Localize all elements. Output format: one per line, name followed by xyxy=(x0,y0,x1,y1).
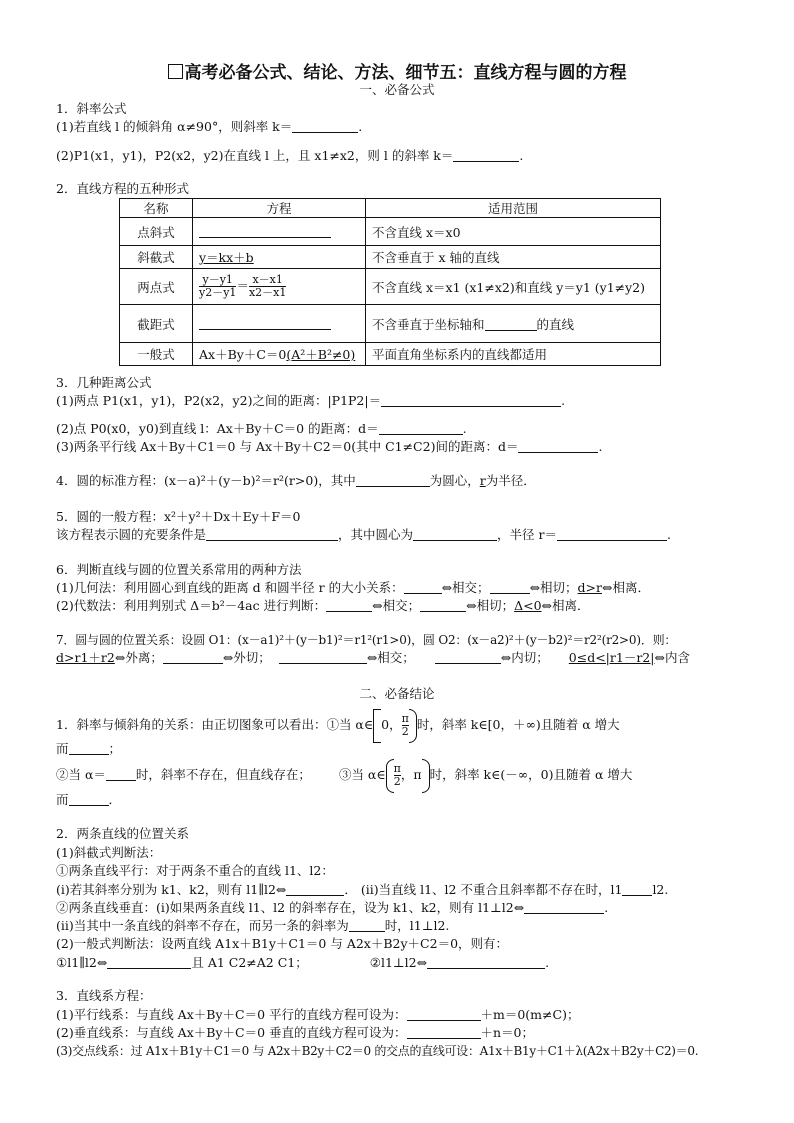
table-cell: 点斜式 xyxy=(120,218,193,246)
text-line: 5．圆的一般方程：x²＋y²＋Dx＋Ey＋F＝0 xyxy=(56,509,301,524)
fill-blank[interactable] xyxy=(435,651,501,664)
table-cell: 截距式 xyxy=(120,305,193,343)
heading: 3．直线系方程： xyxy=(56,988,152,1003)
heading: 1．斜率公式 xyxy=(56,101,127,116)
fill-blank[interactable] xyxy=(413,528,497,541)
text-line: (2)点 P0(x0，y0)到直线 l：Ax＋By＋C＝0 的距离：d＝ . xyxy=(56,421,467,436)
table-cell: 不含垂直于坐标轴和 的直线 xyxy=(366,305,661,343)
fill-blank[interactable] xyxy=(163,651,223,664)
table-cell xyxy=(193,305,366,343)
text-line: (3)交点线系：过 A1x＋B1y＋C1＝0 与 A2x＋B2y＋C2＝0 的交点的直线可设：A1x＋B1y＋C1＋λ(A2x＋B2y＋C2)＝0. xyxy=(56,1044,699,1058)
text-line: 1．斜率与倾斜角的关系：由正切图象可以看出：①当 α∈ 0， $\frac{\pi}{2}$ 时，斜率 k∈[0，＋∞)且随着 α 增大 xyxy=(56,708,620,743)
text-line: (1)两点 P1(x1，y1)，P2(x2，y2)之间的距离：|P1P2|＝ . xyxy=(56,393,566,408)
fill-blank[interactable] xyxy=(69,793,109,806)
fill-blank[interactable] xyxy=(420,599,466,612)
text-line: (2)P1(x1，y1)，P2(x2，y2)在直线 l 上，且 x1≠x2，则 l 的斜率 k＝ . xyxy=(56,148,524,163)
table-header: 适用范围 xyxy=(366,199,661,218)
heading: 2．直线方程的五种形式 xyxy=(56,181,189,196)
table-cell: 一般式 xyxy=(120,343,193,366)
text-line: 该方程表示圆的充要条件是 ，其中圆心为 ，半径 r＝ . xyxy=(56,527,671,542)
text-line: ②当 α＝ 时，斜率不存在，但直线存在； ③当 α∈ $\frac{\pi}{2}$ ，π 时，斜率 k∈(－∞，0)且随着 α 增大 xyxy=(56,758,632,793)
page-title: 高考必备公式、结论、方法、细节五：直线方程与圆的方程 xyxy=(0,58,794,83)
text-line: ①l1∥l2⇔ 且 A1 C2≠A2 C1； ②l1⊥l2⇔ . xyxy=(56,955,550,970)
text-line: (ⅰ)若其斜率分别为 k1、k2，则有 l1∥l2⇔ ． (ⅱ)当直线 l1、l2 不重合且斜率都不存在时，l1 l2. xyxy=(56,882,669,897)
table-cell xyxy=(193,218,366,246)
table-cell: 平面直角坐标系内的直线都适用 xyxy=(366,343,661,366)
fill-blank[interactable] xyxy=(427,956,545,969)
fill-blank[interactable] xyxy=(107,956,191,969)
table-header: 名称 xyxy=(120,199,193,218)
fill-blank[interactable] xyxy=(518,440,598,453)
fill-blank[interactable] xyxy=(199,317,331,330)
line-equation-table xyxy=(119,198,661,366)
fill-blank[interactable] xyxy=(381,394,561,407)
table-cell: 不含直线 x＝x0 xyxy=(366,218,661,246)
fill-blank[interactable] xyxy=(356,474,430,487)
table-cell: $\frac{y-y1}{y2-y1}$ ＝ $\frac{x-x1}{x2-x1}$ xyxy=(193,269,366,305)
text-line: (2)一般式判断法：设两直线 A1x＋B1y＋C1＝0 与 A2x＋B2y＋C2＝0，则有： xyxy=(56,936,509,951)
text-line: (3)两条平行线 Ax＋By＋C1＝0 与 Ax＋By＋C2＝0(其中 C1≠C2)间的距离：d＝ . xyxy=(56,439,603,454)
fill-blank[interactable] xyxy=(69,742,109,755)
fill-blank[interactable] xyxy=(379,422,463,435)
section-heading: 二、必备结论 xyxy=(359,686,435,701)
fill-blank[interactable] xyxy=(407,1008,481,1021)
fill-blank[interactable] xyxy=(407,1026,481,1039)
fill-blank[interactable] xyxy=(485,318,537,331)
text-line: d>r1＋r2⇔外离； ⇔外切； ⇔相交； ⇔内切； 0≤d<|r1－r2|⇔内含 xyxy=(56,650,690,665)
text-line: 而 ； xyxy=(56,741,122,756)
fill-blank[interactable] xyxy=(106,768,136,781)
heading: 3．几种距离公式 xyxy=(56,375,152,390)
fill-blank[interactable] xyxy=(349,919,385,932)
table-cell: 不含直线 x＝x1 (x1≠x2)和直线 y＝y1 (y1≠y2) xyxy=(366,269,661,305)
text-line: (2)垂直线系：与直线 Ax＋By＋C＝0 垂直的直线方程可设为： ＋n＝0； xyxy=(56,1025,535,1040)
text-line: (1)几何法：利用圆心到直线的距离 d 和圆半径 r 的大小关系： ⇔相交； ⇔相切；d>r⇔相离． xyxy=(56,580,650,595)
fill-blank[interactable] xyxy=(557,528,667,541)
text-line: (2)代数法：利用判别式 Δ＝b²－4ac 进行判断： ⇔相交； ⇔相切；Δ<0⇔相离． xyxy=(56,598,590,613)
table-cell: Ax＋By＋C＝0(A²＋B²≠0) xyxy=(193,343,366,366)
table-cell: 不含垂直于 x 轴的直线 xyxy=(366,246,661,269)
table-cell: y＝kx＋b xyxy=(193,246,366,269)
fill-blank[interactable] xyxy=(279,651,367,664)
text-line: 而 ． xyxy=(56,792,122,807)
text-line: (1)斜截式判断法： xyxy=(56,845,162,860)
table-header: 方程 xyxy=(193,199,366,218)
text-line: (1)平行线系：与直线 Ax＋By＋C＝0 平行的直线方程可设为： ＋m＝0(m≠C)； xyxy=(56,1007,580,1022)
heading: 6．判断直线与圆的位置关系常用的两种方法 xyxy=(56,562,302,577)
fill-blank[interactable] xyxy=(206,528,338,541)
fill-blank[interactable] xyxy=(490,581,530,594)
heading: 2．两条直线的位置关系 xyxy=(56,826,189,841)
text-line: (1)若直线 l 的倾斜角 α≠90°，则斜率 k＝ . xyxy=(56,119,363,134)
text-line: 4．圆的标准方程：(x－a)²＋(y－b)²＝r²(r>0)，其中 为圆心，r为半径． xyxy=(56,473,536,488)
section-heading: 一、必备公式 xyxy=(359,82,435,97)
text-line: ①两条直线平行：对于两条不重合的直线 l1、l2： xyxy=(56,863,334,878)
fill-blank[interactable] xyxy=(292,120,358,133)
table-cell: 斜截式 xyxy=(120,246,193,269)
text-line: 7．圆与圆的位置关系：设圆 O1：(x－a1)²＋(y－b1)²＝r1²(r1>0)，圆 O2：(x－a2)²＋(y－b2)²＝r2²(r2>0)．则： xyxy=(56,633,677,647)
checkbox-icon xyxy=(168,64,183,79)
fill-blank[interactable] xyxy=(404,581,442,594)
fill-blank[interactable] xyxy=(524,901,604,914)
fill-blank[interactable] xyxy=(622,883,652,896)
fill-blank[interactable] xyxy=(286,883,344,896)
fill-blank[interactable] xyxy=(199,225,331,238)
text-line: ②两条直线垂直：(ⅰ)如果两条直线 l1、l2 的斜率存在，设为 k1、k2，则有 l1⊥l2⇔ . xyxy=(56,900,609,915)
table-cell: 两点式 xyxy=(120,269,193,305)
fill-blank[interactable] xyxy=(326,599,372,612)
text-line: (ⅱ)当其中一条直线的斜率不存在，而另一条的斜率为 时，l1⊥l2. xyxy=(56,918,450,933)
fill-blank[interactable] xyxy=(453,149,519,162)
